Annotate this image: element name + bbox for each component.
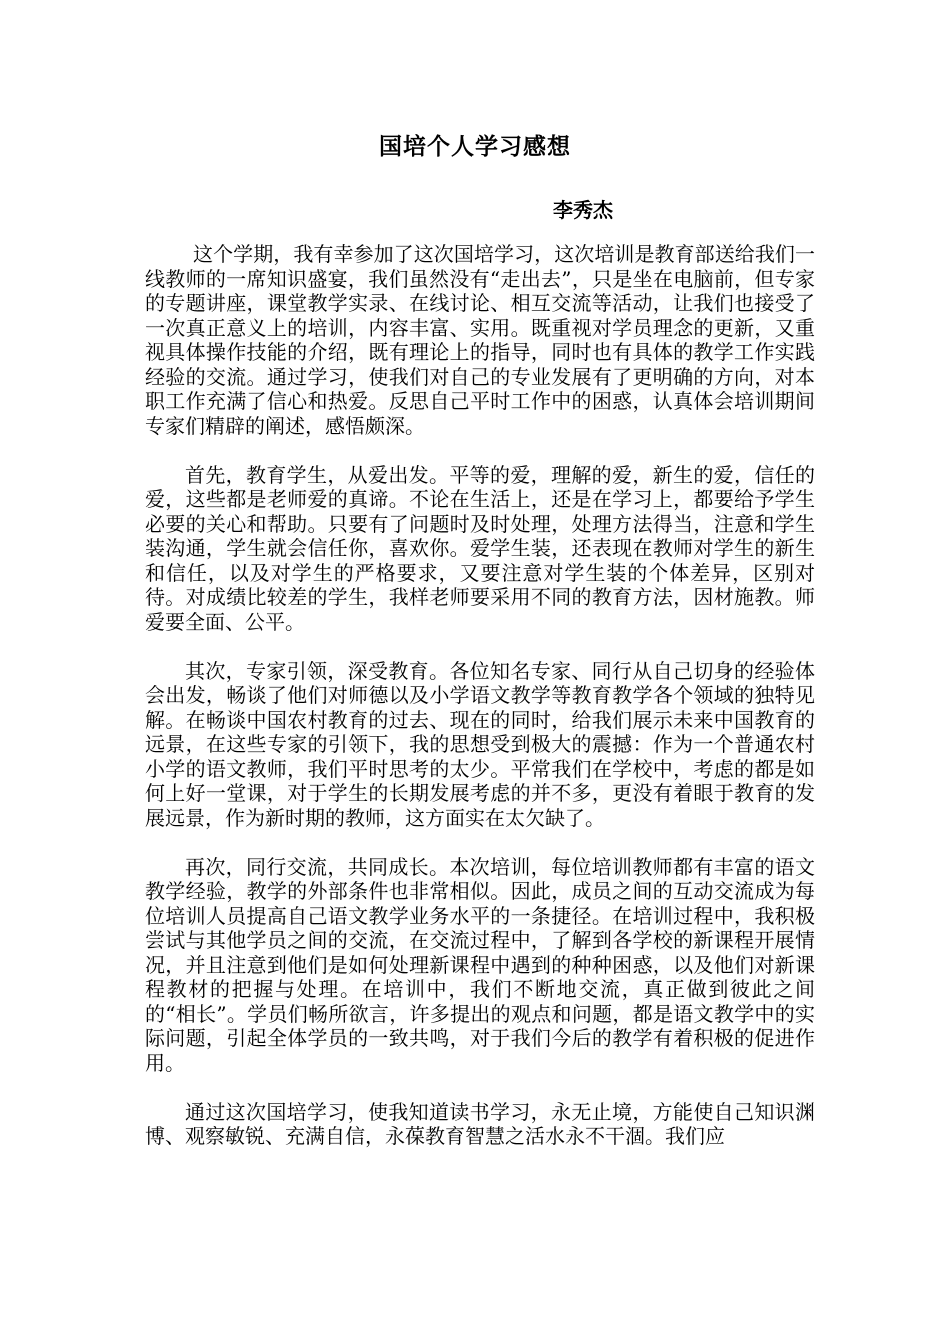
paragraph-1: 这个学期，我有幸参加了这次国培学习，这次培训是教育部送给我们一线教师的一席知识盛宴，我们虽然没有“走出去”，只是坐在电脑前，但专家的专题讲座，课堂教学实录、在线讨论、相互交流等活动，让我们也接受了一次真正意义上的培训，内容丰富、实用。既重视对学员理念的更新，又重视具体操作技能的介绍，既有理论上的指导，同时也有具体的教学工作实践经验的交流。通过学习，使我们对自己的专业发展有了更明确的方向，对本职工作充满了信心和热爱。反思自己平时工作中的困惑，认真体会培训期间专家们精辟的阐述，感悟颇深。 — [145, 242, 815, 438]
paragraph-5: 通过这次国培学习，使我知道读书学习，永无止境，方能使自己知识渊博、观察敏锐、充满自信，永葆教育智慧之活水永不干涸。我们应 — [145, 1099, 815, 1148]
paragraph-3: 其次，专家引领，深受教育。各位知名专家、同行从自己切身的经验体会出发，畅谈了他们对师德以及小学语文教学等教育教学各个领域的独特见解。在畅谈中国农村教育的过去、现在的同时，给我们展示未来中国教育的远景，在这些专家的引领下，我的思想受到极大的震撼：作为一个普通农村小学的语文教师，我们平时思考的太少。平常我们在学校中，考虑的都是如何上好一堂课，对于学生的长期发展考虑的并不多，更没有着眼于教育的发展远景，作为新时期的教师，这方面实在太欠缺了。 — [145, 658, 815, 830]
document-body — [145, 242, 815, 1149]
document-title: 国培个人学习感想 — [379, 134, 571, 160]
paragraph-2: 首先，教育学生，从爱出发。平等的爱，理解的爱，新生的爱，信任的爱，这些都是老师爱的真谛。不论在生活上，还是在学习上，都要给予学生必要的关心和帮助。只要有了问题时及时处理，处理方法得当，注意和学生装沟通，学生就会信任你，喜欢你。爱学生装，还表现在教师对学生的新生和信任，以及对学生的严格要求，又要注意对学生装的个体差异，区别对待。对成绩比较差的学生，我样老师要采用不同的教育方法，因材施教。师爱要全面、公平。 — [145, 462, 815, 634]
paragraph-4: 再次，同行交流，共同成长。本次培训，每位培训教师都有丰富的语文教学经验，教学的外部条件也非常相似。因此，成员之间的互动交流成为每位培训人员提高自己语文教学业务水平的一条捷径。在培训过程中，我积极尝试与其他学员之间的交流，在交流过程中，了解到各学校的新课程开展情况，并且注意到他们是如何处理新课程中遇到的种种困惑，以及他们对新课程教材的把握与处理。在培训中，我们不断地交流，真正做到彼此之间的“相长”。学员们畅所欲言，许多提出的观点和问题，都是语文教学中的实际问题，引起全体学员的一致共鸣，对于我们今后的教学有着积极的促进作用。 — [145, 854, 815, 1075]
document-author: 李秀杰 — [553, 198, 613, 222]
